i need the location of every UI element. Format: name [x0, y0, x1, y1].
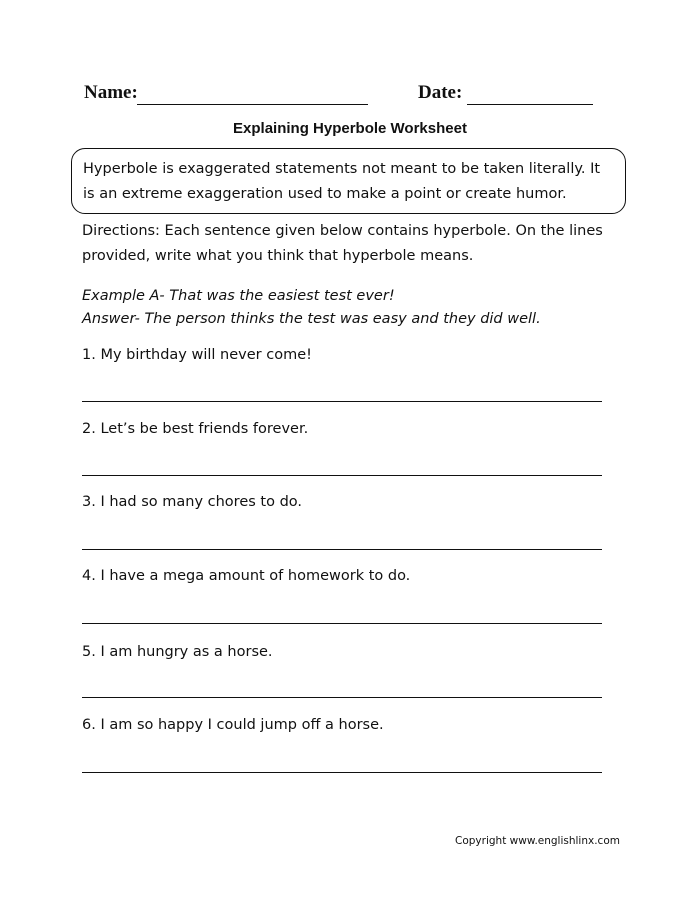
answer-line-5[interactable]: [82, 697, 602, 698]
answer-line-3[interactable]: [82, 549, 602, 550]
example-answer: Answer- The person thinks the test was easy and they did well.: [82, 311, 541, 327]
question-5: 5. I am hungry as a horse.: [82, 644, 273, 660]
date-label: Date:: [418, 82, 463, 103]
name-label: Name:: [84, 82, 138, 103]
name-field-line[interactable]: [137, 104, 368, 105]
question-3: 3. I had so many chores to do.: [82, 494, 302, 510]
answer-line-2[interactable]: [82, 475, 602, 476]
question-2: 2. Let’s be best friends forever.: [82, 421, 309, 437]
answer-line-1[interactable]: [82, 401, 602, 402]
example-prompt: Example A- That was the easiest test ever!: [82, 288, 395, 304]
copyright-footer: Copyright www.englishlinx.com: [455, 835, 620, 847]
answer-line-4[interactable]: [82, 623, 602, 624]
date-field-line[interactable]: [467, 104, 593, 105]
question-4: 4. I have a mega amount of homework to do.: [82, 568, 411, 584]
question-6: 6. I am so happy I could jump off a horse.: [82, 717, 384, 733]
worksheet-title: Explaining Hyperbole Worksheet: [233, 120, 467, 137]
answer-line-6[interactable]: [82, 772, 602, 773]
question-1: 1. My birthday will never come!: [82, 347, 312, 363]
example-block: [82, 285, 622, 331]
directions-text: Directions: Each sentence given below contains hyperbole. On the lines provided, write what you think that hyperbole means.: [82, 223, 603, 264]
definition-box: Hyperbole is exaggerated statements not meant to be taken literally. It is an extreme exaggeration used to make a point or create humor.: [71, 148, 626, 214]
name-date-row: [84, 82, 644, 110]
